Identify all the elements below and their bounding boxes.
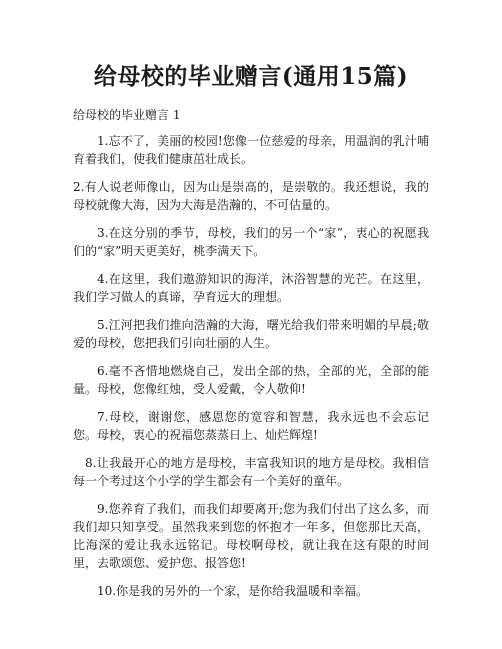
paragraph-5: 5.江河把我们推向浩瀚的大海，曙光给我们带来明媚的早晨;敬爱的母校，您把我们引向壮丽的人生。 (73, 318, 429, 350)
paragraph-3: 3.在这分别的季节，母校，我们的另一个“家”，衷心的祝愿我们的“家”明天更美好，桃李满天下。 (73, 226, 429, 258)
paragraph-6: 6.毫不吝惜地燃烧自己，发出全部的热，全部的光，全部的能量。母校，您像红烛，受人爱戴，令人敬仰! (73, 364, 429, 396)
section-heading: 给母校的毕业赠言 1 (73, 108, 181, 122)
paragraph-1: 1.忘不了，美丽的校园!您像一位慈爱的母亲，用温润的乳汁哺育着我们，使我们健康茁壮成长。 (73, 134, 429, 166)
paragraph-9: 9.您养育了我们，而我们却要离开;您为我们付出了这么多，而我们却只知享受。虽然我来到您的怀抱才一年多，但您那比天高，比海深的爱让我永远铭记。母校啊母校，就让我在这有限的时间里，去歌颂您、爱护您、报答您! (73, 502, 429, 570)
paragraph-4: 4.在这里，我们遨游知识的海洋，沐浴智慧的光芒。在这里，我们学习做人的真谛，孕育远大的理想。 (73, 272, 429, 304)
paragraph-2: 2.有人说老师像山，因为山是崇高的，是崇敬的。我还想说，我的母校就像大海，因为大海是浩瀚的，不可估量的。 (73, 180, 429, 212)
paragraph-8: 8.让我最开心的地方是母校，丰富我知识的地方是母校。我相信每一个考过这个小学的学生都会有一个美好的童年。 (73, 456, 429, 488)
paragraph-7: 7.母校，谢谢您，感恩您的宽容和智慧，我永远也不会忘记您。母校，衷心的祝福您蒸蒸日上、灿烂辉煌! (73, 410, 429, 442)
paragraph-list (73, 132, 429, 610)
document-title: 给母校的毕业赠言(通用15篇) (93, 63, 409, 90)
paragraph-10: 10.你是我的另外的一个家，是你给我温暖和幸福。 (97, 584, 369, 598)
